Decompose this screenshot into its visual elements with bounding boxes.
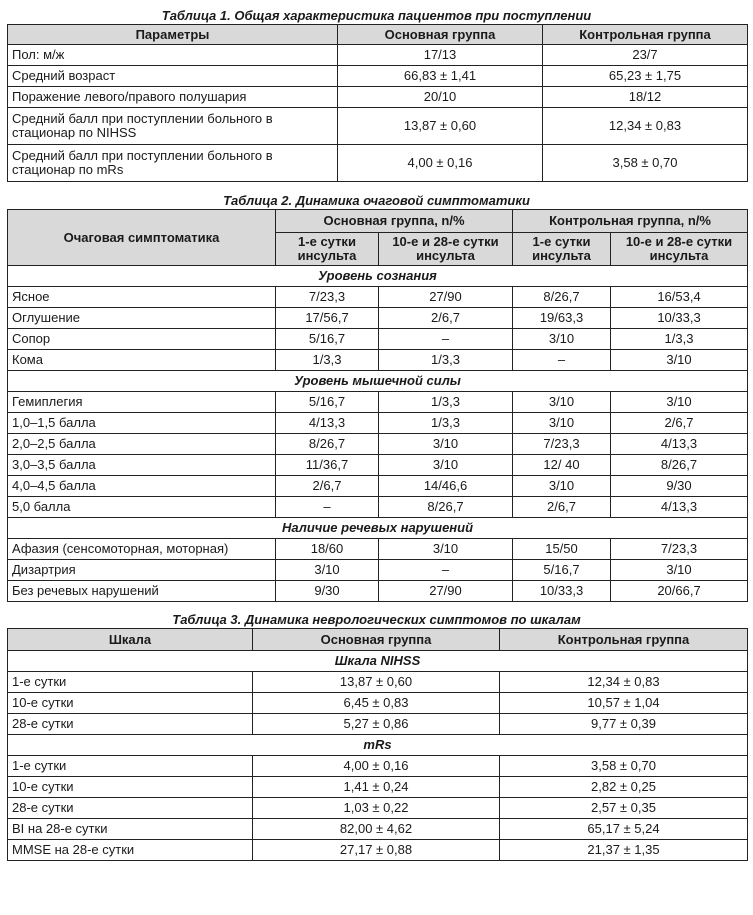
section-title: Наличие речевых нарушений	[8, 518, 748, 539]
table-cell: 12,34 ± 0,83	[500, 672, 748, 693]
table-cell: Гемиплегия	[8, 392, 276, 413]
table-row	[8, 693, 748, 714]
table-cell: 17/56,7	[276, 308, 379, 329]
table1-header-main: Основная группа	[338, 25, 543, 45]
table-cell: Кома	[8, 350, 276, 371]
table-cell: 3/10	[379, 539, 513, 560]
table-cell: 1-е сутки	[8, 756, 253, 777]
table-cell: 7/23,3	[276, 287, 379, 308]
table-cell: 28-е сутки	[8, 798, 253, 819]
table-cell: 3,58 ± 0,70	[543, 145, 748, 182]
table-cell: 4/13,3	[611, 497, 748, 518]
table-row	[8, 819, 748, 840]
table-row	[8, 434, 748, 455]
table-cell: 27/90	[379, 287, 513, 308]
table-cell: 5/16,7	[276, 392, 379, 413]
table-cell: Пол: м/ж	[8, 45, 338, 66]
table-cell: 20/10	[338, 87, 543, 108]
table-cell: 21,37 ± 1,35	[500, 840, 748, 861]
table-cell: 5,0 балла	[8, 497, 276, 518]
table-cell: MMSE на 28-е сутки	[8, 840, 253, 861]
table-cell: 3/10	[513, 392, 611, 413]
table-cell: 9,77 ± 0,39	[500, 714, 748, 735]
table1-header-control: Контрольная группа	[543, 25, 748, 45]
table-row	[8, 840, 748, 861]
table-row	[8, 497, 748, 518]
table-cell: Оглушение	[8, 308, 276, 329]
table-cell: 2/6,7	[513, 497, 611, 518]
table-row	[8, 66, 748, 87]
table-cell: 15/50	[513, 539, 611, 560]
table-cell: 2,57 ± 0,35	[500, 798, 748, 819]
table-cell: 12,34 ± 0,83	[543, 108, 748, 145]
table-cell: 82,00 ± 4,62	[253, 819, 500, 840]
section-title: Уровень мышечной силы	[8, 371, 748, 392]
table-cell: 4,0–4,5 балла	[8, 476, 276, 497]
table-row	[8, 777, 748, 798]
table2-header-main: Основная группа, n/%	[276, 210, 513, 233]
table2-subheader: 10-е и 28-е сутки инсульта	[379, 233, 513, 266]
table-cell: 1/3,3	[276, 350, 379, 371]
table3-header-main: Основная группа	[253, 629, 500, 651]
table-cell: 12/ 40	[513, 455, 611, 476]
table-cell: 6,45 ± 0,83	[253, 693, 500, 714]
table2-subheader: 1-е сутки инсульта	[513, 233, 611, 266]
table-cell: 8/26,7	[379, 497, 513, 518]
table-cell: 9/30	[276, 581, 379, 602]
table-cell: 27/90	[379, 581, 513, 602]
table-cell: 3/10	[513, 413, 611, 434]
table-cell: 8/26,7	[513, 287, 611, 308]
table-cell: 28-е сутки	[8, 714, 253, 735]
table-cell: 9/30	[611, 476, 748, 497]
table-row	[8, 108, 748, 145]
table-cell: 27,17 ± 0,88	[253, 840, 500, 861]
table-cell: 10,57 ± 1,04	[500, 693, 748, 714]
table2-subheader: 10-е и 28-е сутки инсульта	[611, 233, 748, 266]
table-row	[8, 413, 748, 434]
table-cell: 3/10	[513, 476, 611, 497]
table-cell: 3/10	[379, 434, 513, 455]
table-cell: 4,00 ± 0,16	[253, 756, 500, 777]
table2	[7, 209, 748, 602]
table-cell: 5/16,7	[513, 560, 611, 581]
table-cell: Средний возраст	[8, 66, 338, 87]
table-cell: 1/3,3	[379, 413, 513, 434]
table-row	[8, 714, 748, 735]
table-cell: 4/13,3	[611, 434, 748, 455]
table-cell: 2/6,7	[611, 413, 748, 434]
table-cell: 65,23 ± 1,75	[543, 66, 748, 87]
table-cell: 3/10	[276, 560, 379, 581]
table-cell: 4/13,3	[276, 413, 379, 434]
table-cell: 2,0–2,5 балла	[8, 434, 276, 455]
table-cell: 1-е сутки	[8, 672, 253, 693]
table-cell: 3/10	[379, 455, 513, 476]
table-cell: 2/6,7	[379, 308, 513, 329]
table-row	[8, 560, 748, 581]
table-row	[8, 145, 748, 182]
table-row	[8, 308, 748, 329]
table-cell: 13,87 ± 0,60	[253, 672, 500, 693]
table-cell: 16/53,4	[611, 287, 748, 308]
table1	[7, 24, 748, 182]
table-cell: 18/60	[276, 539, 379, 560]
table-row	[8, 798, 748, 819]
table-cell: 1,0–1,5 балла	[8, 413, 276, 434]
table-row	[8, 87, 748, 108]
table3-header-control: Контрольная группа	[500, 629, 748, 651]
table-cell: 1/3,3	[379, 392, 513, 413]
table-row	[8, 581, 748, 602]
table-cell: 23/7	[543, 45, 748, 66]
table2-subheader: 1-е сутки инсульта	[276, 233, 379, 266]
table-cell: 7/23,3	[513, 434, 611, 455]
table-cell: 1,03 ± 0,22	[253, 798, 500, 819]
table3-caption: Таблица 3. Динамика неврологических симптомов по шкалам	[172, 612, 581, 627]
table-cell: 13,87 ± 0,60	[338, 108, 543, 145]
table-row	[8, 45, 748, 66]
table-row	[8, 455, 748, 476]
table-cell: 1,41 ± 0,24	[253, 777, 500, 798]
table-cell: 20/66,7	[611, 581, 748, 602]
table-cell: 10-е сутки	[8, 693, 253, 714]
table-cell: –	[276, 497, 379, 518]
table-cell: 10-е сутки	[8, 777, 253, 798]
table-cell: Ясное	[8, 287, 276, 308]
table-cell: 3,0–3,5 балла	[8, 455, 276, 476]
table-cell: 10/33,3	[513, 581, 611, 602]
section-title: Шкала NIHSS	[8, 651, 748, 672]
table-cell: Дизартрия	[8, 560, 276, 581]
table-cell: 11/36,7	[276, 455, 379, 476]
table-cell: –	[379, 329, 513, 350]
table-cell: 3/10	[513, 329, 611, 350]
table-cell: 5,27 ± 0,86	[253, 714, 500, 735]
table-cell: 3/10	[611, 350, 748, 371]
table-row	[8, 329, 748, 350]
table-row	[8, 756, 748, 777]
table-cell: 17/13	[338, 45, 543, 66]
table-cell: 1/3,3	[611, 329, 748, 350]
table2-caption: Таблица 2. Динамика очаговой симптоматики	[223, 193, 530, 208]
table-cell: Афазия (сенсомоторная, моторная)	[8, 539, 276, 560]
section-title: Уровень сознания	[8, 266, 748, 287]
table-cell: 8/26,7	[611, 455, 748, 476]
table-cell: 3,58 ± 0,70	[500, 756, 748, 777]
table-row	[8, 287, 748, 308]
table-cell: 14/46,6	[379, 476, 513, 497]
table2-header-control: Контрольная группа, n/%	[513, 210, 748, 233]
table-row	[8, 476, 748, 497]
table-cell: 3/10	[611, 392, 748, 413]
table-cell: 3/10	[611, 560, 748, 581]
table-cell: Сопор	[8, 329, 276, 350]
table-cell: 18/12	[543, 87, 748, 108]
table-cell: 66,83 ± 1,41	[338, 66, 543, 87]
table-cell: 5/16,7	[276, 329, 379, 350]
table3-header-scale: Шкала	[8, 629, 253, 651]
table-row	[8, 350, 748, 371]
table-cell: Средний балл при поступлении больного в стационар по NIHSS	[8, 108, 338, 145]
table-cell: 4,00 ± 0,16	[338, 145, 543, 182]
table1-header-params: Параметры	[8, 25, 338, 45]
table3	[7, 628, 748, 861]
table-cell: 10/33,3	[611, 308, 748, 329]
table-cell: 2/6,7	[276, 476, 379, 497]
table-row	[8, 539, 748, 560]
table-cell: Средний балл при поступлении больного в стационар по mRs	[8, 145, 338, 182]
table-cell: 65,17 ± 5,24	[500, 819, 748, 840]
table-cell: 8/26,7	[276, 434, 379, 455]
table-cell: Без речевых нарушений	[8, 581, 276, 602]
table-cell: BI на 28-е сутки	[8, 819, 253, 840]
table-cell: Поражение левого/правого полушария	[8, 87, 338, 108]
table-cell: –	[513, 350, 611, 371]
section-title: mRs	[8, 735, 748, 756]
table-cell: 2,82 ± 0,25	[500, 777, 748, 798]
table-cell: –	[379, 560, 513, 581]
table-cell: 1/3,3	[379, 350, 513, 371]
table-cell: 7/23,3	[611, 539, 748, 560]
table2-header-symptom: Очаговая симптоматика	[8, 210, 276, 266]
table-row	[8, 392, 748, 413]
table1-caption: Таблица 1. Общая характеристика пациентов при поступлении	[161, 8, 592, 23]
table-row	[8, 672, 748, 693]
table-cell: 19/63,3	[513, 308, 611, 329]
